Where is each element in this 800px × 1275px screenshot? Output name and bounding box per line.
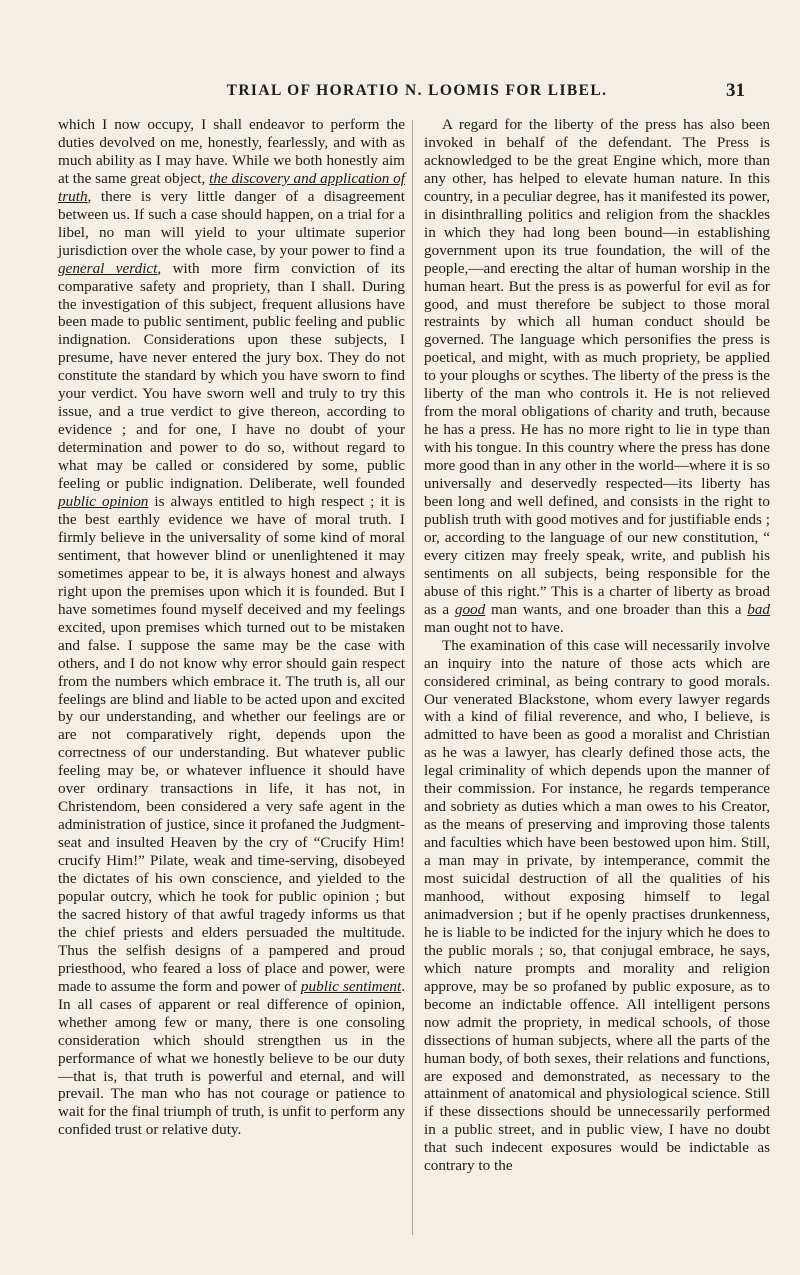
left-column [58, 116, 405, 1139]
emphasis-good: good [454, 600, 486, 618]
page-number: 31 [726, 80, 745, 101]
right-column [424, 116, 770, 1175]
right-paragraph-1 [424, 116, 770, 637]
running-head: TRIAL OF HORATIO N. LOOMIS FOR LIBEL. [226, 82, 608, 99]
right-paragraph-2: The examination of this case will necessarily involve an inquiry into the nature of those acts which are considered criminal, as being contrary to good morals. Our venerated Blackstone, whom every lawyer regards with a kind of filial reverence, and who, I believe, is admitted to have been as good a moralist and Christian as he was a lawyer, has clearly defined those acts, the legal criminality of which depends upon the manner of their commission. For instance, he regards temperance and sobriety as duties which a man owes to his Creator, as the means of preserving and improving those talents and faculties which have been bestowed upon him. Still, a man may in private, by intemperance, commit the most suicidal destruction of all the qualities of his manhood, without exposing himself to legal animadversion ; but if he openly practises drunkenness, he is liable to be indicted for the injury which he does to the public morals ; so, that conjugal embrace, he says, which nature prompts and morality and religion approve, may be so profaned by public exposure, as to become an indictable offence. All intelligent persons now admit the propriety, in medical schools, of those dissections of human subjects, where all the parts of the human body, of both sexes, their relations and functions, are exposed and demonstrated, as necessary to the attainment of anatomical and physiological science. Still if these dissections should be unnecessarily performed in a public street, and in public view, I have no doubt that such indecent exposures would be indictable as contrary to the [424, 636, 770, 1175]
emphasis-public-sentiment: public sentiment [300, 977, 402, 995]
text-run: is always entitled to high respect ; it is the best earthly evidence we have of moral truth. I firmly believe in the universality of some kind of moral sentiment, that however blind or unenlightened it may sometimes appear to be, it is always honest and always right upon the premises upon which it is founded. But I have sometimes found myself deceived and my feelings excited, upon premises which turned out to be mistaken and false. I suppose the same may be the case with others, and I do not know why error should gain respect from the numbers which embrace it. The truth is, all our feelings are blind and liable to be acted upon and excited by our understanding, and whether our feelings are or are not comparatively right, depends upon the correctness of our understanding. But whatever public feeling may be, or whatever influence it should have over ordinary transactions in life, it has not, in Christendom, been considered a very safe agent in the administration of justice, since it profaned the Judgment-seat and insulted Heaven by the cry of “Crucify Him! crucify Him!” Pilate, weak and time-serving, disobeyed the dictates of his own conscience, and yielded to the popular outcry, which he took for public opinion ; but the sacred history of that awful tragedy informs us that the chief priests and elders persuaded the multitude. Thus the selfish designs of a pampered and proud priesthood, who feared a loss of place and power, were made to assume the form and power of [58, 493, 405, 995]
column-divider [412, 120, 413, 1235]
text-run: which I now occupy, I shall endeavor to perform the duties devolved on me, honestly, fearlessly, and with as much ability as I may have. While we both honestly aim at the same great object, [58, 116, 405, 187]
text-run: , there is very little danger of a disagreement between us. If such a case should happen, on a trial for a libel, no man will yield to your ultimate superior jurisdiction over the whole case, by your power to find a [58, 187, 405, 259]
emphasis-truth: the discovery and application of truth [58, 169, 405, 205]
text-run: . In all cases of apparent or real difference of opinion, whether among few or many, there is one consoling consideration which should strengthen us in the performance of what we honestly believe to be our duty—that is, that truth is powerful and eternal, and will prevail. The man who has not courage or patience to wait for the final triumph of truth, is unfit to perform any confided trust or relative duty. [58, 977, 405, 1139]
emphasis-bad: bad [747, 600, 770, 618]
text-run: man wants, and one broader than this a [485, 600, 748, 618]
text-run: man ought not to have. [424, 618, 564, 636]
emphasis-general-verdict: general verdict [58, 259, 158, 277]
emphasis-public-opinion: public opinion [58, 493, 149, 511]
left-paragraph-1 [58, 116, 405, 1139]
text-run: , with more firm conviction of its comparative safety and propriety, than I shall. During the investigation of this subject, frequent allusions have been made to public sentiment, public feeling and public indignation. Considerations upon these subjects, I presume, have never entered the jury box. They do not constitute the standard by which you have sworn to find your verdict. You have sworn well and truly to try this issue, and a true verdict to give thereon, according to evidence ; and for one, I have no doubt of your determination and power to do so, without regard to what may be called or considered by some, public feeling or public indignation. Deliberate, well founded [58, 259, 405, 493]
text-run: A regard for the liberty of the press has also been invoked in behalf of the defendant. The Press is acknowledged to be the great Engine which, more than any other, has helped to elevate human nature. In this country, in a peculiar degree, has it manifested its power, in disinthralling politics and religion from the shackles in which they had long been bound—in establishing government upon its true foundation, the will of the people,—and erecting the altar of human worship in the human heart. But the press is as powerful for evil as for good, and must therefore be subject to those moral restraints by which all human conduct should be governed. The language which personifies the press is poetical, and might, with as much propriety, be applied to your ploughs or scythes. The liberty of the press is the liberty of the man who controls it. He is not relieved from the moral obligations of charity and truth, because he has a press. He has no more right to lie in type than with his tongue. In this country where the press has done more good than in any other in the world—where it is so universally and deservedly respected—its liberty has been long and well defined, and consists in the right to publish truth with good motives and for justifiable ends ; or, according to the language of our new constitution, “ every citizen may freely speak, write, and publish his sentiments on all subjects, being responsible for the abuse of this right.” This is a charter of liberty as broad as a [424, 116, 770, 618]
